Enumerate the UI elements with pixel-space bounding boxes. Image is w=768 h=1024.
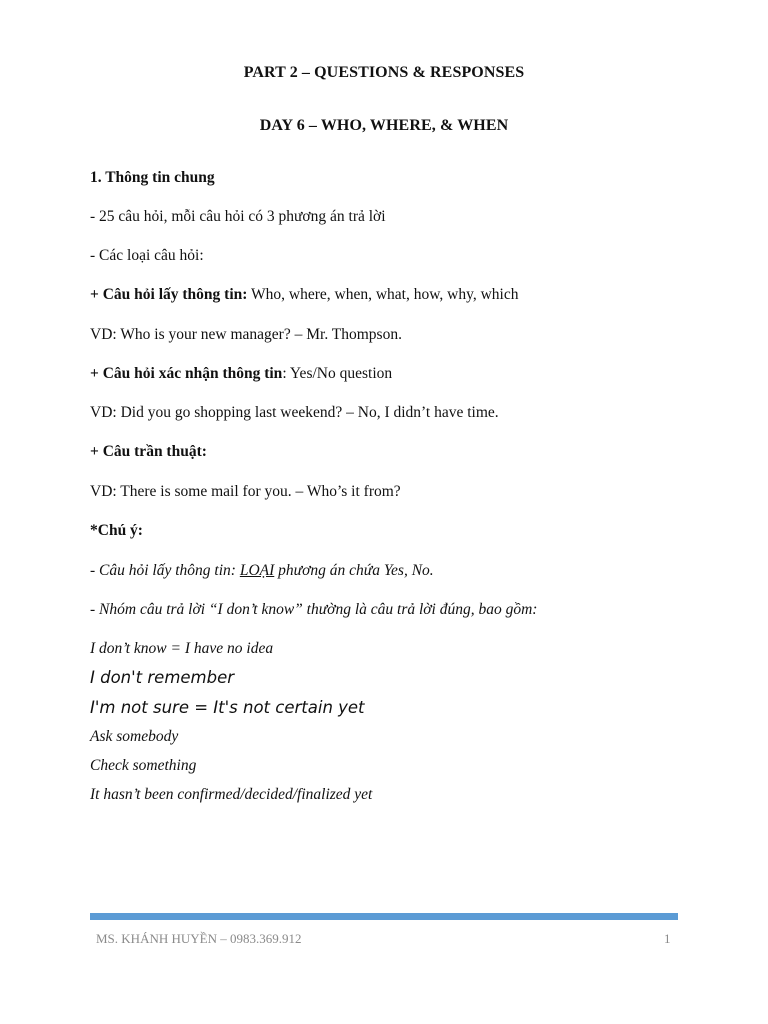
footer-author: MS. KHÁNH HUYỀN – 0983.369.912 [96,931,302,946]
day-title: DAY 6 – WHO, WHERE, & WHEN [259,117,509,134]
type2-example: VD: Did you go shopping last weekend? – No, I didn’t have time. [90,404,499,421]
type1-text: Who, where, when, what, how, why, which [247,286,519,303]
note1-emphasis: LOẠI [239,562,275,579]
type1-label: + Câu hỏi lấy thông tin: [90,286,248,303]
note1-prefix: - Câu hỏi lấy thông tin: [90,562,240,579]
answer-item: Check something [90,757,197,774]
notes-heading: *Chú ý: [90,522,143,539]
answer-item: I don't remember [90,668,235,687]
section-heading: 1. Thông tin chung [90,169,215,186]
page-number: 1 [664,931,671,946]
type1-example: VD: Who is your new manager? – Mr. Thompson. [90,326,402,343]
type2-label: + Câu hỏi xác nhận thông tin [90,365,283,382]
note2-line: - Nhóm câu trả lời “I don’t know” thường là câu trả lời đúng, bao gồm: [90,601,538,618]
type1-line [90,286,518,304]
note1-suffix: phương án chứa Yes, No. [274,562,434,579]
type2-line [90,365,392,383]
type3-label: + Câu trần thuật: [90,443,207,460]
answer-item: Ask somebody [90,728,179,745]
answer-item: I don’t know = I have no idea [90,640,274,657]
type2-text: : Yes/No question [282,365,393,382]
footer-divider [90,913,678,920]
note1-line [90,562,434,580]
type3-example: VD: There is some mail for you. – Who’s it from? [90,483,401,500]
answer-item: It hasn’t been confirmed/decided/finalized yet [90,786,373,803]
part-title: PART 2 – QUESTIONS & RESPONSES [243,64,525,81]
questions-count-line: - 25 câu hỏi, mỗi câu hỏi có 3 phương án trả lời [90,208,386,225]
answer-item: I'm not sure = It's not certain yet [90,698,365,717]
question-types-line: - Các loại câu hỏi: [90,247,204,264]
